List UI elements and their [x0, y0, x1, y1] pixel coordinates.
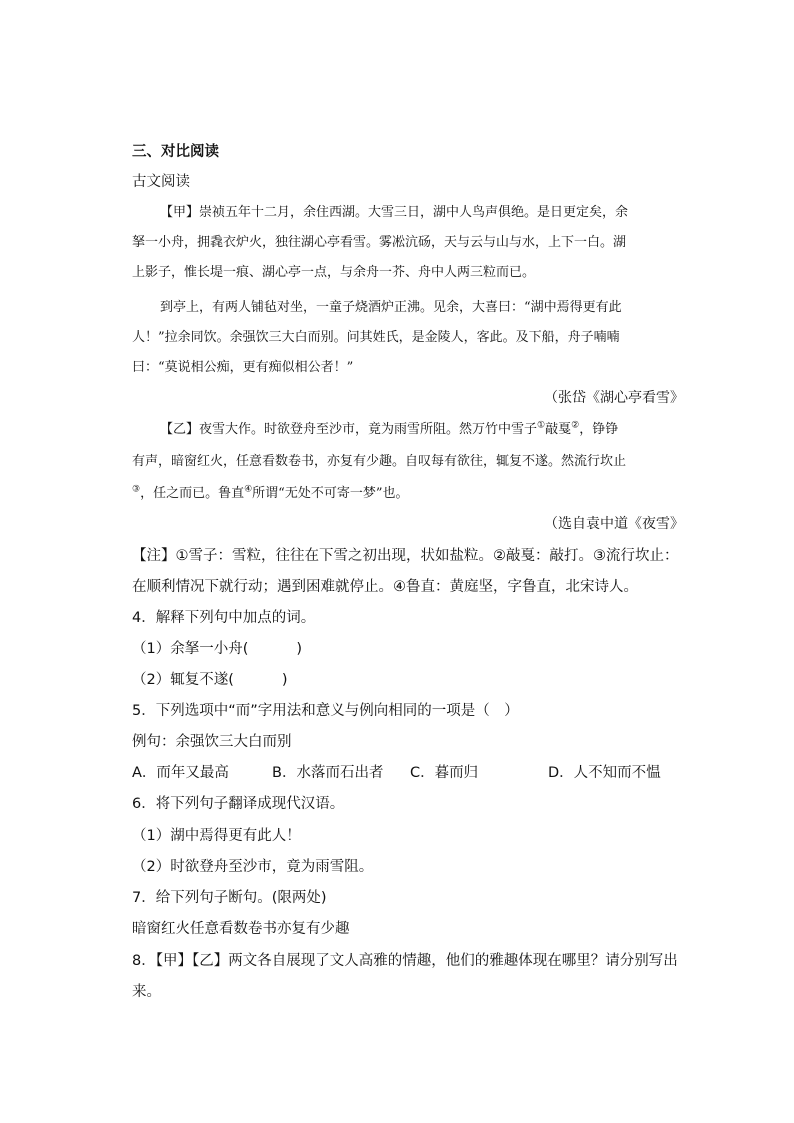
question-4-item — [132, 639, 302, 659]
passage-jia-line: 上影子，惟长堤一痕、湖心亭一点，与余舟一芥、舟中人两三粒而已。 — [132, 265, 536, 280]
subsection-title: 古文阅读 — [132, 174, 190, 190]
close-paren: ) — [296, 641, 303, 657]
question-5-title: 5．下列选项中“而”字用法和意义与例向相同的一项是（ ） — [132, 703, 519, 719]
question-4-item — [132, 670, 288, 690]
question-6-title: 6．将下列句子翻译成现代汉语。 — [132, 796, 345, 812]
section-title: 三、对比阅读 — [132, 144, 219, 160]
passage-yi-text: 【乙】夜雪大作。时欲登舟至沙市，竟为雨雪所阻。然万竹中雪子 — [160, 422, 538, 437]
footnote-mark: ③ — [132, 484, 141, 495]
question-4-item-text: （2）辄复不遂( — [132, 672, 234, 688]
passage-yi-source: （选自袁中道《夜雪》 — [544, 516, 684, 532]
option-b[interactable]: B．水落而石出者 — [272, 765, 384, 781]
passage-jia-line: 人！”拉余同饮。余强饮三大白而别。问其姓氏，是金陵人，客此。及下船，舟子喃喃 — [132, 330, 620, 345]
question-7-sentence: 暗窗红火任意看数卷书亦复有少趣 — [132, 921, 350, 937]
question-5-example: 例句：余强饮三大白而别 — [132, 734, 292, 750]
question-4-item-text: （1）余拏一小舟( — [132, 641, 249, 657]
passage-yi-line — [132, 484, 408, 504]
passage-yi-line — [132, 452, 626, 472]
passage-jia-line: 拏一小舟，拥毳衣炉火，独往湖心亭看雪。雾凇沆砀，天与云与山与水，上下一白。湖 — [132, 235, 627, 250]
passage-yi-text: ，任之而已。鲁直 — [140, 486, 245, 501]
option-d[interactable]: D．人不知而不愠 — [548, 765, 661, 781]
footnote-mark: ② — [571, 420, 580, 431]
passage-yi-line — [160, 420, 618, 440]
note-line: 【注】①雪子：雪粒，往往在下雪之初出现，状如盐粒。②敲戛：敲打。③流行坎止： — [132, 548, 679, 564]
passage-jia-source: （张岱《湖心亭看雪》 — [544, 390, 684, 406]
footnote-mark: ④ — [244, 484, 253, 495]
passage-yi-text: 敲戛 — [545, 422, 572, 437]
passage-yi-text: ，铮铮 — [579, 422, 619, 437]
question-6-item: （2）时欲登舟至沙市，竟为雨雪阻。 — [132, 859, 374, 875]
question-8-title: 8．【甲】【乙】两文各自展现了文人高雅的情趣，他们的雅趣体现在哪里？请分别写出 — [132, 953, 678, 969]
passage-yi-text: 所谓“无处不可寄一梦”也。 — [252, 486, 409, 501]
footnote-mark: ① — [537, 420, 546, 431]
note-line: 在顺利情况下就行动；遇到困难就停止。④鲁直：黄庭坚，字鲁直，北宋诗人。 — [132, 579, 638, 595]
question-7-title: 7．给下列句子断句。(限两处) — [132, 890, 327, 906]
passage-jia-line: 到亭上，有两人铺毡对坐，一童子烧酒炉正沸。见余，大喜曰：“湖中焉得更有此 — [160, 300, 622, 315]
passage-jia-line: 【甲】崇祯五年十二月，余住西湖。大雪三日，湖中人鸟声俱绝。是日更定矣，余 — [160, 205, 629, 220]
option-a[interactable]: A．而年又最高 — [132, 765, 229, 781]
question-8-title: 来。 — [132, 984, 161, 1000]
passage-yi-text: 有声，暗窗红火，任意看数卷书，亦复有少趣。自叹每有欲往，辄复不遂。然流行坎止 — [132, 454, 627, 469]
close-paren: ) — [281, 672, 288, 688]
question-4-title: 4．解释下列句中加点的词。 — [132, 610, 316, 626]
question-6-item: （1）湖中焉得更有此人！ — [132, 828, 301, 844]
option-c[interactable]: C．暮而归 — [410, 765, 479, 781]
passage-jia-line: 曰：“莫说相公痴，更有痴似相公者！” — [132, 360, 354, 375]
